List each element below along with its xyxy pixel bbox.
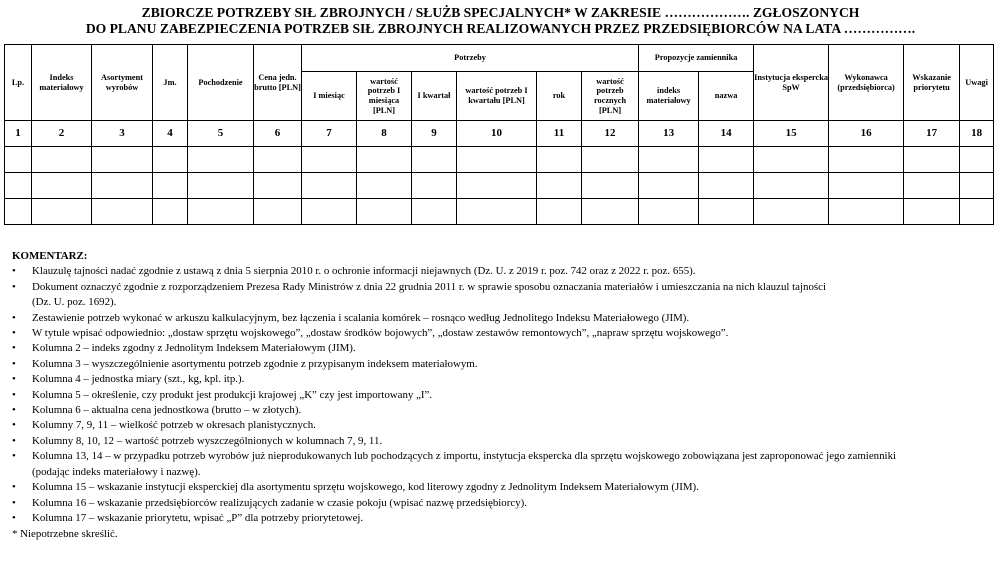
- column-number: 2: [32, 121, 92, 147]
- comments-heading: KOMENTARZ:: [12, 250, 88, 262]
- table-cell[interactable]: [188, 147, 254, 173]
- table-cell[interactable]: [699, 173, 754, 199]
- bullet-icon: •: [12, 481, 16, 494]
- header-jm: Jm.: [153, 45, 188, 121]
- footnote: * Niepotrzebne skreślić.: [12, 528, 118, 541]
- column-number: 13: [639, 121, 699, 147]
- column-number: 18: [960, 121, 994, 147]
- comment-text: Kolumny 7, 9, 11 – wielkość potrzeb w okresach planistycznych.: [32, 419, 316, 432]
- header-potrzeby: Potrzeby: [302, 45, 639, 72]
- table-cell[interactable]: [829, 147, 904, 173]
- table-cell[interactable]: [754, 173, 829, 199]
- table-cell[interactable]: [699, 147, 754, 173]
- table-cell[interactable]: [412, 173, 457, 199]
- table-cell[interactable]: [754, 199, 829, 225]
- table-cell[interactable]: [5, 199, 32, 225]
- table-cell[interactable]: [639, 173, 699, 199]
- bullet-icon: •: [12, 419, 16, 432]
- column-number: 12: [582, 121, 639, 147]
- table-cell[interactable]: [92, 173, 153, 199]
- table-row: [5, 173, 994, 199]
- table-cell[interactable]: [639, 199, 699, 225]
- comment-text: W tytule wpisać odpowiednio: „dostaw sprzętu wojskowego”, „dostaw środków bojowych”, „dostaw zestawów remontowych”, „napraw sprzętu wojskowego”.: [32, 327, 729, 340]
- comment-item: [12, 511, 997, 526]
- table-cell[interactable]: [5, 173, 32, 199]
- comment-text: Klauzulę tajności nadać zgodnie z ustawą z dnia 5 sierpnia 2010 r. o ochronie informacji niejawnych (Dz. U. z 2019 r. poz. 742 oraz z 2022 r. poz. 655).: [32, 265, 696, 278]
- comment-text: Kolumna 3 – wyszczególnienie asortymentu potrzeb zgodnie z przypisanym indeksem materiałowym.: [32, 357, 478, 370]
- table-cell[interactable]: [302, 199, 357, 225]
- comment-text: Kolumna 4 – jednostka miary (szt., kg, kpl. itp.).: [32, 373, 245, 386]
- table-cell[interactable]: [254, 173, 302, 199]
- table-cell[interactable]: [188, 199, 254, 225]
- header-priorytet: Wskazanie priorytetu: [904, 45, 960, 121]
- document-title-line-2: DO PLANU ZABEZPIECZENIA POTRZEB SIŁ ZBROJNYCH REALIZOWANYCH PRZEZ PRZEDSIĘBIORCÓW NA LATA …………….: [85, 21, 916, 36]
- table-cell[interactable]: [357, 173, 412, 199]
- table-row: [5, 199, 994, 225]
- column-number: 8: [357, 121, 412, 147]
- column-number: 9: [412, 121, 457, 147]
- comment-text: Zestawienie potrzeb wykonać w arkuszu kalkulacyjnym, bez łączenia i scalania komórek – rosnąco według Jednolitego Indeksu Materiałowego (JIM).: [32, 311, 690, 324]
- column-number: 10: [457, 121, 537, 147]
- comment-text: Kolumny 8, 10, 12 – wartość potrzeb wyszczególnionych w kolumnach 7, 9, 11.: [32, 434, 383, 447]
- comment-item: [12, 311, 997, 326]
- comment-item: [12, 418, 997, 433]
- comment-item: [12, 357, 997, 372]
- header-asortyment: Asortyment wyrobów: [92, 45, 153, 121]
- comment-text: Kolumna 6 – aktualna cena jednostkowa (brutto – w złotych).: [32, 404, 302, 417]
- header-uwagi: Uwagi: [960, 45, 994, 121]
- header-wykonawca: Wykonawca (przedsiębiorca): [829, 45, 904, 121]
- header-lp: Lp.: [5, 45, 32, 121]
- table-cell[interactable]: [829, 199, 904, 225]
- header-cena: Cena jedn. brutto [PLN]: [254, 45, 302, 121]
- table-cell[interactable]: [904, 173, 960, 199]
- table-cell[interactable]: [537, 199, 582, 225]
- document-title-line-1: ZBIORCZE POTRZEBY SIŁ ZBROJNYCH / SŁUŻB SPECJALNYCH* W ZAKRESIE ………………. ZGŁOSZONYCH: [141, 5, 860, 20]
- comment-item: [12, 280, 997, 311]
- header-i-kwartal: I kwartał: [412, 72, 457, 121]
- table-cell[interactable]: [457, 173, 537, 199]
- table-cell[interactable]: [699, 199, 754, 225]
- comment-text: Kolumna 17 – wskazanie priorytetu, wpisać „P” dla potrzeby priorytetowej.: [32, 511, 364, 524]
- header-wartosc-i-kwartalu: wartość potrzeb I kwartału [PLN]: [457, 72, 537, 121]
- table-row: [5, 147, 994, 173]
- table-cell[interactable]: [153, 173, 188, 199]
- header-wartosc-roczna: wartość potrzeb rocznych [PLN]: [582, 72, 639, 121]
- bullet-icon: •: [12, 311, 16, 324]
- header-pochodzenie: Pochodzenie: [188, 45, 254, 121]
- table-cell[interactable]: [639, 147, 699, 173]
- table-cell[interactable]: [92, 147, 153, 173]
- header-i-miesiac: I miesiąc: [302, 72, 357, 121]
- table-cell[interactable]: [960, 199, 994, 225]
- bullet-icon: •: [12, 496, 16, 509]
- comment-item: [12, 341, 997, 356]
- column-number: 16: [829, 121, 904, 147]
- table-cell[interactable]: [254, 147, 302, 173]
- table-cell[interactable]: [32, 173, 92, 199]
- table-cell[interactable]: [904, 147, 960, 173]
- table-cell[interactable]: [357, 199, 412, 225]
- bullet-icon: •: [12, 357, 16, 370]
- table-cell[interactable]: [92, 199, 153, 225]
- column-number: 5: [188, 121, 254, 147]
- header-instytucja-ekspercka: Instytucja ekspercka SpW: [754, 45, 829, 121]
- table-cell[interactable]: [537, 173, 582, 199]
- comment-item: [12, 434, 997, 449]
- comment-text: Dokument oznaczyć zgodnie z rozporządzeniem Prezesa Rady Ministrów z dnia 22 grudnia 2011 r. w sprawie sposobu oznaczania materiałów i umieszczania na nich klauzul tajności: [32, 280, 827, 293]
- bullet-icon: •: [12, 450, 16, 463]
- header-zamiennik-indeks: indeks materiałowy: [639, 72, 699, 121]
- column-number: 11: [537, 121, 582, 147]
- header-propozycje-zamiennika: Propozycje zamiennika: [639, 45, 754, 72]
- table-cell[interactable]: [32, 199, 92, 225]
- table-cell[interactable]: [32, 147, 92, 173]
- comment-item: [12, 496, 997, 511]
- table-cell[interactable]: [153, 147, 188, 173]
- table-cell[interactable]: [357, 147, 412, 173]
- bullet-icon: •: [12, 388, 16, 401]
- bullet-icon: •: [12, 434, 16, 447]
- bullet-icon: •: [12, 265, 16, 278]
- column-number: 4: [153, 121, 188, 147]
- table-cell[interactable]: [5, 147, 32, 173]
- comment-text: Kolumna 16 – wskazanie przedsiębiorców realizujących zadanie w czasie pokoju (wpisać nazwę przedsiębiorcy).: [32, 496, 528, 509]
- table-cell[interactable]: [302, 173, 357, 199]
- table-cell[interactable]: [582, 199, 639, 225]
- table-cell[interactable]: [960, 173, 994, 199]
- table-cell[interactable]: [412, 147, 457, 173]
- comment-item: [12, 326, 997, 341]
- bullet-icon: •: [12, 327, 16, 340]
- comment-item: [12, 480, 997, 495]
- table-cell[interactable]: [582, 147, 639, 173]
- header-indeks-materialowy: Indeks materiałowy: [32, 45, 92, 121]
- needs-table: [4, 44, 994, 225]
- comment-item: [12, 372, 997, 387]
- table-cell[interactable]: [537, 147, 582, 173]
- column-number: 15: [754, 121, 829, 147]
- column-number: 3: [92, 121, 153, 147]
- bullet-icon: •: [12, 342, 16, 355]
- header-rok: rok: [537, 72, 582, 121]
- table-cell[interactable]: [582, 173, 639, 199]
- table-cell[interactable]: [412, 199, 457, 225]
- header-wartosc-i-miesiaca: wartość potrzeb I miesiąca [PLN]: [357, 72, 412, 121]
- table-cell[interactable]: [254, 199, 302, 225]
- comment-item: [12, 449, 997, 480]
- comment-text: (podając indeks materiałowy i nazwę).: [32, 465, 201, 478]
- comment-item: [12, 388, 997, 403]
- comments-section: [12, 249, 997, 543]
- table-cell[interactable]: [153, 199, 188, 225]
- table-cell[interactable]: [188, 173, 254, 199]
- comment-text: Kolumna 5 – określenie, czy produkt jest produkcji krajowej „K” czy jest importowany „I”.: [32, 388, 433, 401]
- bullet-icon: •: [12, 373, 16, 386]
- table-cell[interactable]: [829, 173, 904, 199]
- table-cell[interactable]: [754, 147, 829, 173]
- column-number-row: [5, 121, 994, 147]
- comment-text: Kolumna 13, 14 – w przypadku potrzeb wyrobów już nieprodukowanych lub pochodzących z importu, instytucja ekspercka dla sprzętu wojskowego zobowiązana jest zaproponować jego zamienniki: [32, 450, 897, 463]
- column-number: 6: [254, 121, 302, 147]
- table-cell[interactable]: [457, 199, 537, 225]
- comment-text: (Dz. U. poz. 1692).: [32, 296, 117, 309]
- bullet-icon: •: [12, 511, 16, 524]
- bullet-icon: •: [12, 280, 16, 293]
- column-number: 7: [302, 121, 357, 147]
- column-number: 17: [904, 121, 960, 147]
- column-number: 1: [5, 121, 32, 147]
- header-zamiennik-nazwa: nazwa: [699, 72, 754, 121]
- column-number: 14: [699, 121, 754, 147]
- comments-list: [12, 264, 997, 526]
- comment-item: [12, 264, 997, 279]
- table-cell[interactable]: [904, 199, 960, 225]
- comment-text: Kolumna 15 – wskazanie instytucji eksperckiej dla asortymentu sprzętu wojskowego, kod literowy zgodny z Jednolitym Indeksem Materiałowym (JIM).: [32, 481, 699, 494]
- table-cell[interactable]: [302, 147, 357, 173]
- bullet-icon: •: [12, 404, 16, 417]
- table-cell[interactable]: [457, 147, 537, 173]
- comment-text: Kolumna 2 – indeks zgodny z Jednolitym Indeksem Materiałowym (JIM).: [32, 342, 356, 355]
- comment-item: [12, 403, 997, 418]
- table-cell[interactable]: [960, 147, 994, 173]
